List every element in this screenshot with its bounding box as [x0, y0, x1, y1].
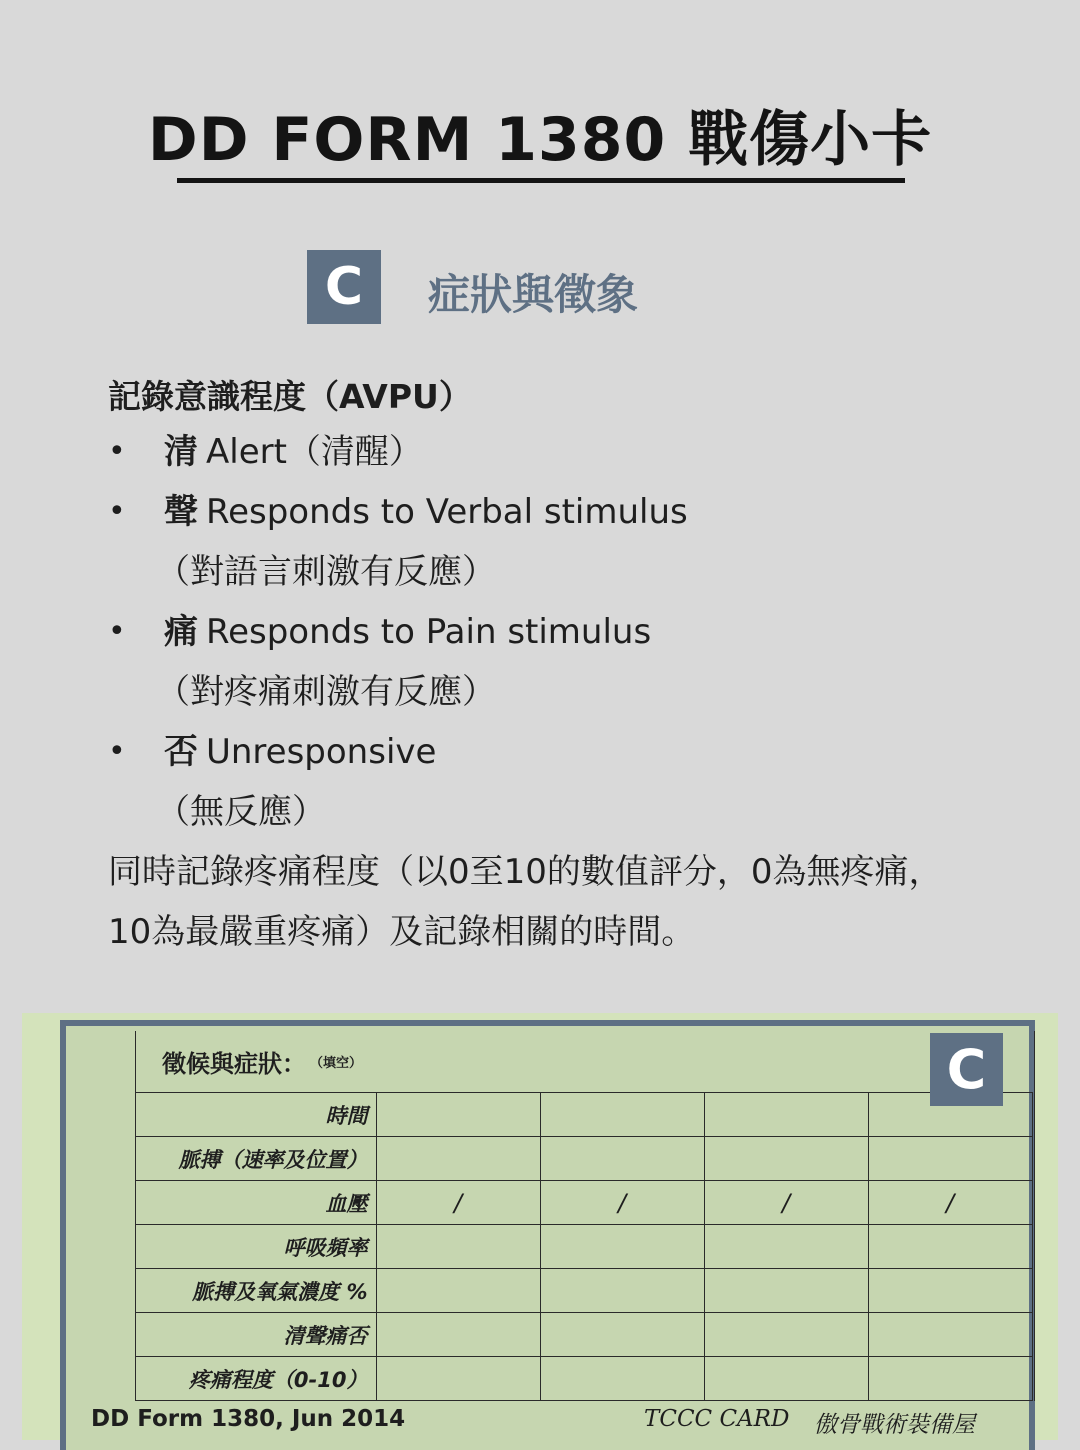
table-row — [135, 1225, 1032, 1269]
table-cell[interactable] — [376, 1225, 540, 1269]
avpu-text: Responds to Verbal stimulus — [206, 492, 688, 532]
avpu-subtext: （對疼痛刺激有反應） — [156, 672, 496, 712]
card-header-note: （填空） — [310, 1056, 363, 1071]
avpu-item-verbal — [108, 482, 968, 602]
row-label: 血壓 — [135, 1181, 376, 1225]
avpu-item-unresponsive — [108, 722, 968, 842]
avpu-key: 痛 — [164, 612, 198, 652]
bullet-icon: • — [108, 614, 126, 649]
avpu-key: 清 — [164, 432, 198, 472]
table-row — [135, 1269, 1032, 1313]
bullet-icon: • — [108, 734, 126, 769]
avpu-subtext: （對語言刺激有反應） — [156, 552, 496, 592]
row-label: 脈搏及氧氣濃度 % — [135, 1269, 376, 1313]
vitals-table — [135, 1092, 1033, 1401]
table-cell[interactable] — [704, 1093, 868, 1137]
table-cell[interactable] — [704, 1225, 868, 1269]
table-cell[interactable] — [540, 1137, 704, 1181]
title-underline — [177, 178, 905, 183]
card-name: TCCC CARD — [644, 1406, 790, 1432]
table-cell[interactable] — [540, 1269, 704, 1313]
row-label: 時間 — [135, 1093, 376, 1137]
table-cell[interactable] — [540, 1357, 704, 1401]
table-row — [135, 1137, 1032, 1181]
avpu-key: 聲 — [164, 492, 198, 532]
avpu-heading: 記錄意識程度（AVPU） — [108, 377, 472, 416]
table-cell[interactable] — [704, 1137, 868, 1181]
row-label: 疼痛程度（0-10） — [135, 1357, 376, 1401]
bullet-icon: • — [108, 494, 126, 529]
table-cell[interactable] — [868, 1357, 1032, 1401]
avpu-text: Responds to Pain stimulus — [206, 612, 652, 652]
table-cell[interactable] — [868, 1313, 1032, 1357]
table-cell[interactable] — [540, 1313, 704, 1357]
bullet-icon: • — [108, 434, 126, 469]
brand-name: 傲骨戰術裝備屋 — [814, 1412, 975, 1438]
avpu-subtext: （無反應） — [156, 792, 326, 832]
avpu-item-pain — [108, 602, 968, 722]
avpu-text: Unresponsive — [206, 732, 437, 772]
avpu-section — [108, 372, 968, 962]
table-cell[interactable]: / — [540, 1181, 704, 1225]
card-header-title: 徵候與症狀： — [162, 1050, 306, 1078]
card-section-badge: C — [930, 1033, 1003, 1106]
table-row — [135, 1093, 1032, 1137]
table-row — [135, 1181, 1032, 1225]
table-cell[interactable] — [540, 1225, 704, 1269]
section-title: 症狀與徵象 — [428, 270, 639, 319]
section-badge: C — [307, 250, 381, 324]
card-frame — [60, 1020, 1035, 1450]
table-row — [135, 1357, 1032, 1401]
table-cell[interactable] — [704, 1357, 868, 1401]
table-cell[interactable] — [704, 1313, 868, 1357]
table-cell[interactable] — [868, 1225, 1032, 1269]
page-title: DD FORM 1380 戰傷小卡 — [147, 105, 933, 175]
table-cell[interactable]: / — [868, 1181, 1032, 1225]
form-id: DD Form 1380, Jun 2014 — [91, 1406, 406, 1432]
table-cell[interactable]: / — [376, 1181, 540, 1225]
table-row — [135, 1313, 1032, 1357]
row-label: 呼吸頻率 — [135, 1225, 376, 1269]
card-header — [136, 1031, 1034, 1092]
tccc-card — [22, 1013, 1058, 1440]
table-cell[interactable] — [540, 1093, 704, 1137]
table-cell[interactable] — [868, 1137, 1032, 1181]
table-cell[interactable] — [376, 1269, 540, 1313]
table-cell[interactable] — [704, 1269, 868, 1313]
table-cell[interactable] — [376, 1313, 540, 1357]
table-cell[interactable]: / — [704, 1181, 868, 1225]
avpu-item-alert — [108, 422, 968, 482]
table-cell[interactable] — [868, 1269, 1032, 1313]
table-cell[interactable] — [376, 1093, 540, 1137]
table-cell[interactable] — [376, 1137, 540, 1181]
table-cell[interactable] — [376, 1357, 540, 1401]
row-label: 脈搏（速率及位置） — [135, 1137, 376, 1181]
row-label: 清聲痛否 — [135, 1313, 376, 1357]
pain-scale-note: 同時記錄疼痛程度（以0至10的數值評分，0為無疼痛，10為最嚴重疼痛）及記錄相關的時間。 — [108, 852, 943, 952]
avpu-key: 否 — [164, 732, 198, 772]
card-grid — [135, 1031, 1035, 1401]
avpu-text: Alert（清醒） — [206, 432, 423, 472]
